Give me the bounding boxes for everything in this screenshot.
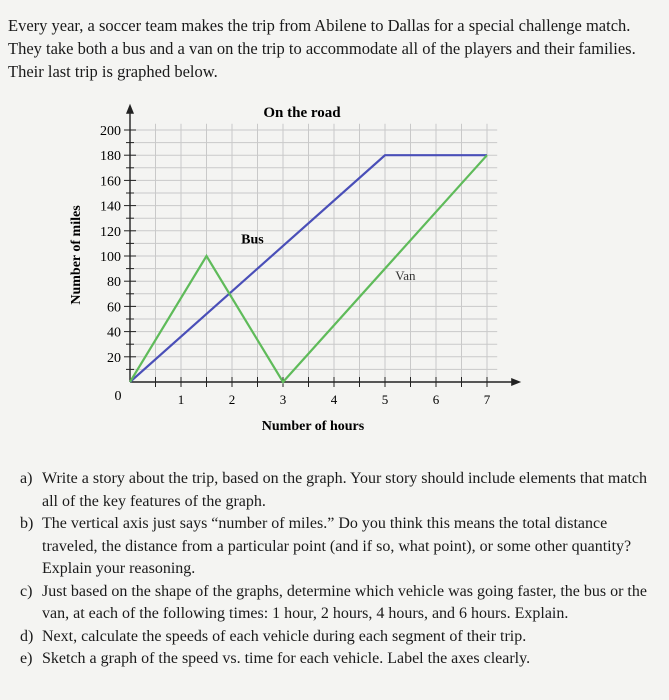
y-tick-label: 60: [107, 300, 121, 316]
x-tick-label: 6: [432, 392, 440, 407]
x-tick-label: 2: [228, 392, 236, 407]
chart-title: On the road: [263, 105, 341, 121]
question-item: [20, 468, 660, 513]
bus-series-label: Bus: [241, 232, 264, 248]
axes: [100, 104, 521, 407]
question-text: Next, calculate the speeds of each vehicle during each segment of their trip.: [42, 627, 527, 645]
problem-intro: Every year, a soccer team makes the trip from Abilene to Dallas for a special challenge match. They take both a bus and a van on the trip to accommodate all of the players and their families. Their last trip is graphed below.: [8, 16, 636, 81]
question-list: [20, 468, 660, 671]
x-tick-label: 5: [381, 392, 389, 407]
x-axis-arrow: [511, 378, 521, 386]
origin-label: 0: [114, 389, 122, 404]
question-item: [20, 626, 660, 649]
y-tick-label: 80: [107, 275, 121, 291]
question-item: [20, 513, 660, 581]
question-item: [20, 648, 660, 671]
chart-container: [0, 95, 669, 445]
y-tick-label: 160: [100, 174, 121, 190]
on-the-road-chart: [0, 95, 669, 445]
question-marker: c): [20, 582, 33, 600]
y-tick-label: 140: [100, 199, 121, 215]
van-series-label: Van: [395, 267, 416, 283]
y-tick-label: 20: [107, 350, 121, 366]
grid: [130, 124, 497, 382]
y-tick-label: 120: [100, 224, 121, 240]
y-tick-label: 40: [107, 325, 121, 341]
y-tick-label: 100: [100, 250, 121, 265]
question-marker: a): [20, 470, 33, 487]
question-text: Just based on the shape of the graphs, determine which vehicle was going faster, the bus or the van, at each of the following times: 1 hour, 2 hours, 4 hours, and 6 hours. Explain.: [42, 582, 647, 622]
y-axis-label: Number of miles: [69, 205, 84, 305]
question-text: The vertical axis just says “number of miles.” Do you think this means the total distance traveled, the distance from a particular point (and if so, what point), or some other quantity? Explain your reasoning.: [42, 515, 632, 577]
question-text: Write a story about the trip, based on the graph. Your story should include elements that match all of the key features of the graph.: [42, 470, 648, 510]
question-marker: e): [20, 650, 33, 667]
question-item: [20, 581, 660, 626]
x-axis-label: Number of hours: [261, 419, 365, 434]
x-tick-label: 1: [177, 392, 185, 407]
question-marker: b): [20, 515, 34, 532]
question-marker: d): [20, 627, 34, 645]
y-tick-label: 180: [100, 149, 121, 165]
x-tick-label: 3: [279, 392, 287, 407]
x-tick-label: 7: [483, 392, 491, 407]
y-axis-arrow: [126, 104, 134, 114]
question-text: Sketch a graph of the speed vs. time for each vehicle. Label the axes clearly.: [42, 650, 531, 667]
y-tick-label: 200: [100, 124, 121, 139]
x-tick-label: 4: [330, 392, 338, 407]
